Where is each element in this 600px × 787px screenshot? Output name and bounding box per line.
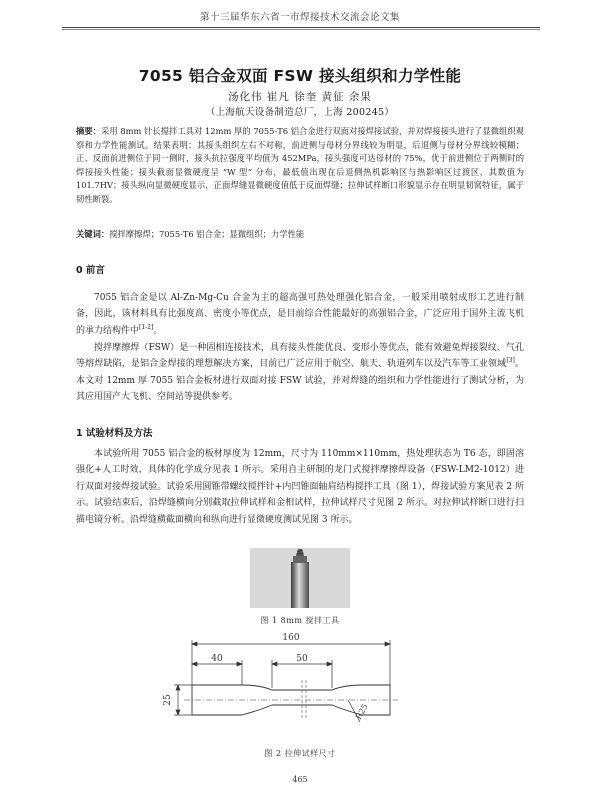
tool-shank: [291, 562, 309, 608]
paragraph-text: 7055 铝合金是以 Al-Zn-Mg-Cu 合金为主的超高强可热处理强化铝合金，一般采用喷射成形工艺进行制备，因此，该材料具有比强度高、密度小等优点，是目前综合性能最好的高强铝合金，广泛应用于国外主流飞机的承力结构件中: [76, 293, 524, 336]
keywords-label: 关键词：: [76, 229, 110, 239]
running-header: 第十三届华东六省一市焊接技术交流会论文集: [199, 12, 400, 23]
arrow: [192, 642, 197, 646]
figure-1-caption: 图 1 8mm 搅拌工具: [260, 616, 340, 625]
abstract-text: 采用 8mm 针长搅拌工具对 12mm 厚的 7055-T6 铝合金进行双面对接焊接试验，并对焊接接头进行了显微组织观察和力学性能测试。结果表明：其接头组织左右不对称，前进侧与母材分界线较为明显，后退侧与母材分界线较模糊；正、反面前进侧位于同一侧时，接头抗拉强度平均值为 452MPa，接头强度可达母材的 75%，优于前进侧位于两侧时的焊接接头性能；接头截面显微硬度呈 “W 型” 分布，最低值出现在后退侧热机影响区与热影响区过渡区，其数值为 101.7HV；接头纵向显微硬度显示，正面焊缝显微硬度值低于反面焊缝；拉伸试样断口形貌显示存在明显韧窝特征，属于韧性断裂。: [76, 126, 524, 204]
arrow: [237, 662, 242, 666]
keywords: [76, 228, 524, 241]
arrow: [272, 662, 277, 666]
paragraph-text: 搅拌摩擦焊（FSW）是一种固相连接技术，具有接头性能优良、变形小等优点，能有效避免焊接裂纹、气孔等熔焊缺陷，是铝合金焊接的理想解决方案，目前已广泛应用于航空、航天、轨道列车以及汽车等工业领域: [76, 343, 524, 370]
dim-label-grip: 40: [211, 654, 223, 664]
dim-label-gauge: 50: [296, 654, 308, 664]
citation: [3]: [506, 357, 515, 365]
dim-label-width: 25: [163, 694, 173, 706]
figure-2-tensile-specimen: [160, 630, 410, 738]
keywords-text: 搅拌摩擦焊；7055-T6 铝合金；显微组织；力学性能: [109, 229, 305, 239]
arrow: [192, 662, 197, 666]
affiliation: （上海航天设备制造总厂，上海 200245）: [205, 107, 395, 118]
header-rule: [62, 27, 540, 28]
abstract-label: 摘要：: [76, 126, 101, 136]
arrow: [176, 710, 180, 715]
figure-2-caption: 图 2 拉伸试样尺寸: [264, 749, 336, 758]
abstract: [76, 125, 524, 207]
paragraph-tail: 。: [153, 325, 163, 336]
paragraph-tail: 。本文对 12mm 厚 7055 铝合金板材进行双面对接 FSW 试验，并对焊缝的组织和力学性能进行了测试分析，为其应用国产大飞机、空间站等提供参考。: [76, 359, 524, 403]
section-heading-materials: 1 试验材料及方法: [76, 428, 153, 439]
citation: [1-2]: [139, 323, 154, 331]
page-number: 465: [292, 775, 308, 784]
intro-paragraph-1: [76, 290, 524, 339]
tool-shoulder: [293, 556, 307, 563]
intro-paragraph-2: [76, 340, 524, 406]
section-heading-intro: 0 前言: [76, 265, 105, 276]
author-list: 汤化伟 崔凡 徐奎 黄征 余果: [228, 91, 372, 103]
paragraph-text: 本试验所用 7055 铝合金的板材厚度为 12mm，尺寸为 110mm×110mm，热处理状态为 T6 态，即固溶强化+人工时效，具体的化学成分见表 1 所示。采用自主研制的龙门式搅拌摩擦焊设备（FSW-LM2-1012）进行双面对接焊接试验。试验采用圆锥带螺纹搅拌针+内凹锥面轴肩结构搅拌工具（图 1），焊接试验方案见表 2 所示。试验结束后，沿焊缝横向分别截取拉伸试样和金相试样，拉伸试样尺寸见图 2 所示。对拉伸试样断口进行扫描电镜分析。沿焊缝横截面横向和纵向进行显微硬度测试见图 3 所示。: [76, 449, 524, 525]
figure-1-tool-photo: [250, 548, 350, 608]
paper-title: 7055 铝合金双面 FSW 接头组织和力学性能: [138, 67, 462, 85]
materials-paragraph: [76, 446, 524, 528]
dim-label-overall: 160: [282, 633, 300, 643]
dim-label-radius: R25: [353, 702, 370, 721]
header-rule-secondary: [62, 29, 540, 30]
arrow: [385, 642, 390, 646]
arrow: [176, 685, 180, 690]
arrow: [327, 662, 332, 666]
